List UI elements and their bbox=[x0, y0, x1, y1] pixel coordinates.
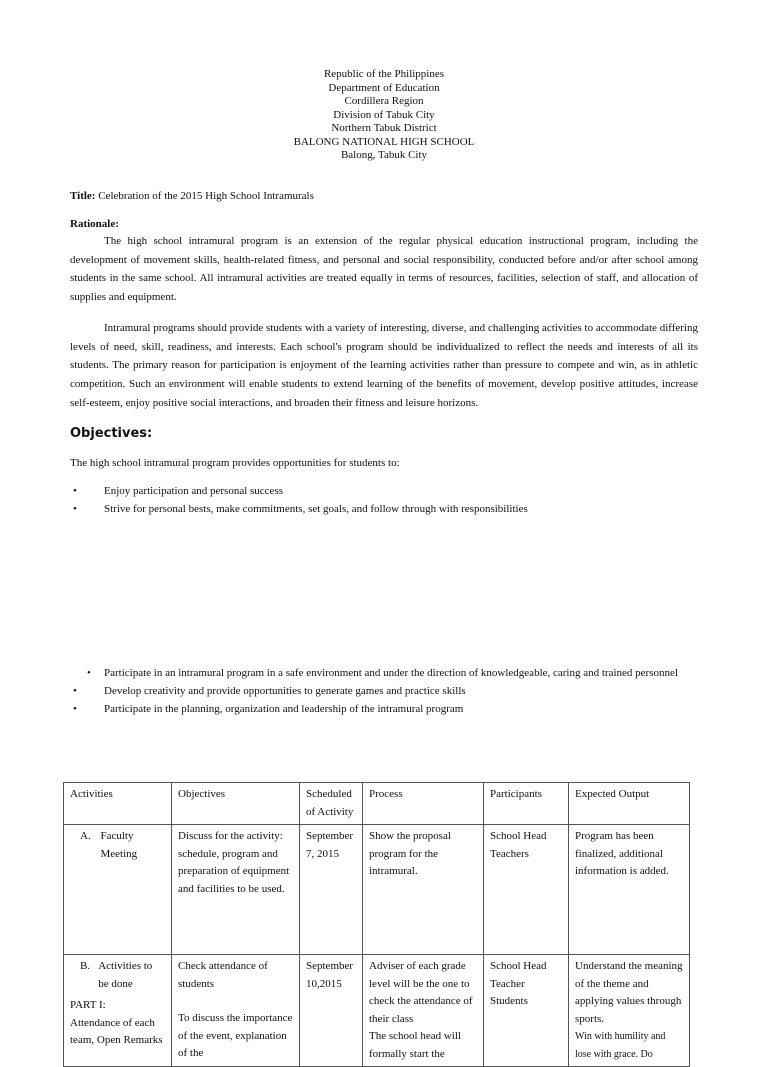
bullet-icon: • bbox=[73, 703, 77, 715]
bullet-icon: • bbox=[73, 685, 77, 697]
item-letter: A. bbox=[80, 830, 91, 842]
list-item-text: Develop creativity and provide opportunities to generate games and practice skills bbox=[104, 685, 466, 697]
bullet-icon: • bbox=[73, 503, 77, 515]
output-text: Understand the meaning of the theme and applying values through sports. bbox=[575, 960, 683, 1025]
list-item-text: Participate in an intramural program in a safe environment and under the direction of knowledgeable, caring and trained personnel bbox=[104, 667, 678, 679]
activity-name: Activities to be done bbox=[98, 960, 153, 990]
list-item-text: Enjoy participation and personal success bbox=[104, 485, 284, 497]
rationale-paragraph bbox=[70, 319, 698, 413]
letterhead-line: Balong, Tabuk City bbox=[340, 149, 428, 161]
column-header: Process bbox=[363, 783, 484, 825]
objective-text: To discuss the importance of the event, explanation of the bbox=[178, 1012, 293, 1059]
objectives-list bbox=[70, 482, 700, 518]
process-text: Adviser of each grade level will be the one to check the attendance of their class bbox=[369, 960, 473, 1025]
list-item bbox=[70, 482, 700, 500]
table-cell bbox=[64, 825, 172, 955]
column-header: Objectives bbox=[172, 783, 300, 825]
bullet-icon: • bbox=[73, 485, 77, 497]
rationale-paragraph bbox=[70, 232, 698, 307]
table-cell bbox=[64, 955, 172, 1067]
list-item bbox=[70, 664, 700, 682]
title-label: Title: bbox=[70, 190, 96, 202]
column-header: Expected Output bbox=[569, 783, 690, 825]
objectives-list-continued bbox=[70, 664, 700, 718]
letterhead-line: Northern Tabuk District bbox=[331, 122, 437, 134]
table-cell bbox=[484, 825, 569, 955]
list-item-text: Participate in the planning, organization and leadership of the intramural program bbox=[104, 703, 464, 715]
list-item bbox=[70, 500, 700, 518]
document-title bbox=[70, 188, 314, 205]
table-cell: September 7, 2015 bbox=[300, 825, 363, 955]
table-header-row bbox=[64, 783, 690, 825]
title-text: Celebration of the 2015 High School Intramurals bbox=[95, 190, 314, 202]
rationale-paragraph-text: The high school intramural program is an extension of the regular physical education instructional program, including the development of movement skills, health-related fitness, and personal and social responsibility, conducted before and/or after school among students in the same school. All intramural activities are treated equally in terms of resources, facilities, selection of staff, and allocation of supplies and equipment. bbox=[70, 235, 698, 304]
activity-plan-table bbox=[63, 782, 690, 1067]
table-cell bbox=[363, 955, 484, 1067]
rationale-paragraph-text: Intramural programs should provide students with a variety of interesting, diverse, and challenging activities to accommodate differing levels of need, skill, readiness, and interests. Each school's program should be individualized to reflect the needs and interests of all its students. The primary reason for participation is enjoyment of the learning activities rather than pressure to compete and win, as in athletic competition. Such an environment will enable students to extend learning of the benefits of movement, develop positive attitudes, increase self-esteem, enjoy positive social interactions, and broaden their fitness and leisure horizons. bbox=[70, 322, 698, 409]
activity-name: Faculty Meeting bbox=[100, 830, 138, 860]
table-cell: September 10,2015 bbox=[300, 955, 363, 1067]
table-cell bbox=[172, 955, 300, 1067]
table-row bbox=[64, 955, 690, 1067]
letterhead-line: Department of Education bbox=[328, 81, 440, 94]
list-item bbox=[70, 700, 700, 718]
letterhead-line: BALONG NATIONAL HIGH SCHOOL bbox=[293, 135, 475, 148]
item-letter: B. bbox=[80, 960, 91, 972]
participant: Teachers bbox=[490, 847, 529, 860]
objectives-heading: Objectives: bbox=[70, 426, 153, 441]
process-text: The school head will formally start the bbox=[369, 1030, 461, 1060]
column-header: Scheduled of Activity bbox=[300, 783, 363, 825]
letterhead bbox=[0, 68, 768, 163]
part-text: Attendance of each team, Open Remarks bbox=[70, 1016, 163, 1046]
table-cell: Show the proposal program for the intramural. bbox=[363, 825, 484, 955]
participant: School Head bbox=[490, 830, 547, 842]
column-header: Activities bbox=[64, 783, 172, 825]
objective-text: Check attendance of students bbox=[178, 960, 268, 990]
table-row bbox=[64, 825, 690, 955]
table-cell bbox=[569, 955, 690, 1067]
rationale-heading: Rationale: bbox=[70, 218, 119, 230]
participant: Teacher bbox=[490, 977, 525, 990]
participant: School Head bbox=[490, 960, 547, 972]
bullet-icon: • bbox=[87, 667, 91, 679]
table-cell: Program has been finalized, additional information is added. bbox=[569, 825, 690, 955]
part-label: PART I: bbox=[70, 999, 106, 1011]
table-cell: Discuss for the activity: schedule, program and preparation of equipment and facilities to be used. bbox=[172, 825, 300, 955]
table-cell bbox=[484, 955, 569, 1067]
output-text: Win with humility and lose with grace. Do bbox=[575, 1031, 666, 1060]
letterhead-line: Cordillera Region bbox=[344, 95, 424, 107]
list-item bbox=[70, 682, 700, 700]
participant: Students bbox=[490, 995, 528, 1007]
column-header: Participants bbox=[484, 783, 569, 825]
letterhead-line: Division of Tabuk City bbox=[333, 108, 435, 121]
objectives-intro: The high school intramural program provides opportunities for students to: bbox=[70, 457, 400, 469]
letterhead-line: Republic of the Philippines bbox=[323, 68, 445, 80]
list-item-text: Strive for personal bests, make commitments, set goals, and follow through with responsibilities bbox=[104, 503, 528, 515]
